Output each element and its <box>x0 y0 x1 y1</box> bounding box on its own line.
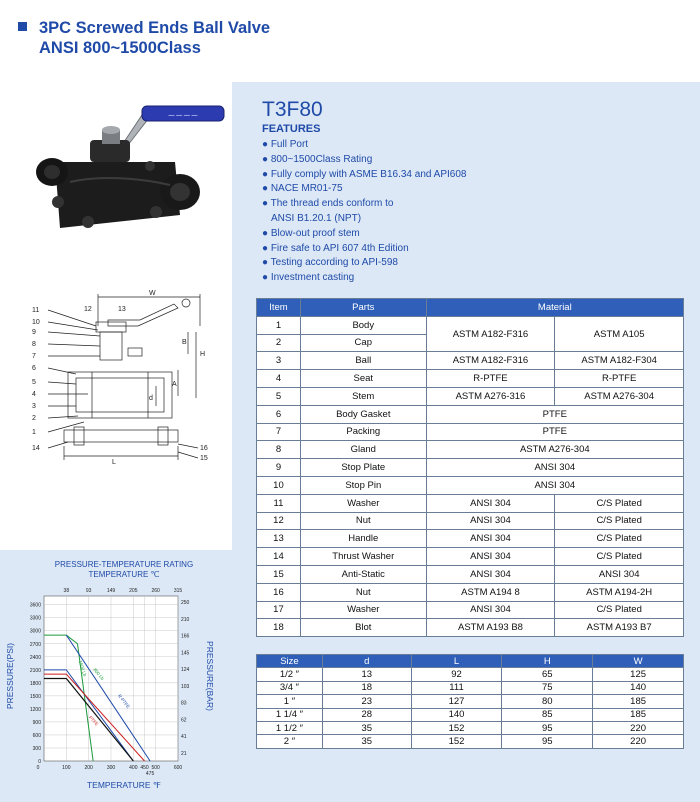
top-tick-label: 93 <box>85 588 92 594</box>
parts-item-cell: 4 <box>257 370 301 388</box>
dim-label-a: A <box>172 381 177 388</box>
table-row <box>257 459 684 477</box>
table-row <box>257 423 684 441</box>
parts-name-cell: Blot <box>300 619 426 637</box>
y-tick-label: 3300 <box>29 615 41 622</box>
drawing-label: 9 <box>32 329 36 336</box>
parts-material-cell: PTFE <box>426 405 683 423</box>
feature-item: ● Fully comply with ASME B16.34 and API608 <box>262 168 467 180</box>
parts-material-cell: ASTM A276-304 <box>555 387 684 405</box>
chart-series-label: R-PTFE <box>116 693 131 710</box>
parts-name-cell: Ball <box>300 352 426 370</box>
top-tick-label: 315 <box>173 588 183 594</box>
parts-material-cell: ASTM A276-304 <box>426 441 683 459</box>
y2-tick-label: 210 <box>181 616 190 623</box>
dims-cell: 80 <box>502 695 593 708</box>
y-tick-label: 2400 <box>29 654 41 661</box>
x-tick-label: 450 <box>140 765 149 771</box>
drawing-label: 11 <box>32 307 40 314</box>
y-tick-label: 1200 <box>29 706 41 713</box>
x-tick-label: 500 <box>151 765 160 771</box>
y2-tick-label: 83 <box>181 700 187 707</box>
parts-material-cell: ANSI 304 <box>426 548 555 566</box>
dims-cell: 185 <box>593 708 684 721</box>
drawing-label: 6 <box>32 365 36 372</box>
feature-item: ANSI B1.20.1 (NPT) <box>271 212 362 224</box>
dims-cell: 65 <box>502 668 593 681</box>
header-line-2: ANSI 800~1500Class <box>39 39 201 57</box>
table-row <box>257 441 684 459</box>
parts-table <box>256 298 684 637</box>
feature-item: ● Testing according to API-598 <box>262 257 398 269</box>
parts-name-cell: Nut <box>300 583 426 601</box>
dim-label-w: W <box>149 290 156 297</box>
table-row <box>257 512 684 530</box>
y-tick-label: 600 <box>32 732 41 739</box>
drawing-label: 2 <box>32 415 36 422</box>
parts-header-item: Item <box>257 299 301 317</box>
table-row <box>257 405 684 423</box>
table-row <box>257 583 684 601</box>
parts-item-cell: 14 <box>257 548 301 566</box>
table-row <box>257 681 684 694</box>
parts-name-cell: Body <box>300 316 426 334</box>
page-header <box>18 18 270 58</box>
x-tick-label: 100 <box>62 765 71 771</box>
dims-cell: 28 <box>322 708 411 721</box>
dims-cell: 2 ″ <box>257 735 323 748</box>
dims-cell: 35 <box>322 721 411 734</box>
x-tick-label: 475 <box>145 771 155 777</box>
feature-item: ● Blow-out proof stem <box>262 227 360 239</box>
parts-name-cell: Seat <box>300 370 426 388</box>
valve-handle-icon <box>120 106 224 148</box>
table-row <box>257 548 684 566</box>
drawing-label: 10 <box>32 319 40 326</box>
parts-material-cell: ASTM A182-F304 <box>555 352 684 370</box>
table-row <box>257 668 684 681</box>
parts-material-cell: C/S Plated <box>555 512 684 530</box>
square-bullet-icon <box>18 22 27 31</box>
table-row <box>257 370 684 388</box>
parts-item-cell: 6 <box>257 405 301 423</box>
parts-item-cell: 17 <box>257 601 301 619</box>
table-row <box>257 601 684 619</box>
header-line-1 <box>18 18 270 38</box>
parts-material-cell: ASTM A193 B7 <box>555 619 684 637</box>
parts-item-cell: 15 <box>257 565 301 583</box>
y2-tick-label: 41 <box>181 734 187 741</box>
parts-material-cell: ANSI 304 <box>426 459 683 477</box>
y2-tick-label: 21 <box>181 751 187 757</box>
parts-material-cell: ASTM A276-316 <box>426 387 555 405</box>
dim-label-d: d <box>149 395 153 402</box>
parts-material-cell: ASTM A193 B8 <box>426 619 555 637</box>
parts-item-cell: 5 <box>257 387 301 405</box>
table-row <box>257 695 684 708</box>
parts-material-cell: R-PTFE <box>426 370 555 388</box>
parts-name-cell: Stop Pin <box>300 476 426 494</box>
y-tick-label: 1500 <box>29 693 41 700</box>
y-tick-label: 0 <box>38 759 41 765</box>
top-tick-label: 205 <box>129 588 138 594</box>
features-title: FEATURES <box>262 123 321 135</box>
parts-name-cell: Washer <box>300 494 426 512</box>
table-row <box>257 721 684 734</box>
parts-material-cell: ANSI 304 <box>426 565 555 583</box>
dims-cell: 13 <box>322 668 411 681</box>
chart-y2-label: PRESSURE(BAR) <box>205 641 215 711</box>
drawing-label: 4 <box>32 391 36 398</box>
table-row <box>257 352 684 370</box>
dims-cell: 75 <box>502 681 593 694</box>
parts-material-cell: PTFE <box>426 423 683 441</box>
y2-tick-label: 62 <box>181 717 187 724</box>
y-tick-label: 300 <box>32 745 41 752</box>
dims-cell: 125 <box>593 668 684 681</box>
y2-tick-label: 103 <box>181 683 190 690</box>
parts-material-cell: ASTM A182-F316 <box>426 352 555 370</box>
parts-header-parts: Parts <box>300 299 426 317</box>
feature-item: ● Full Port <box>262 139 309 150</box>
parts-header-row <box>257 299 684 317</box>
dims-cell: 95 <box>502 721 593 734</box>
y-tick-label: 3000 <box>29 628 41 635</box>
dims-header-size: Size <box>257 655 323 668</box>
dims-header-h: H <box>502 655 593 668</box>
dims-header-row <box>257 655 684 668</box>
table-row <box>257 619 684 637</box>
x-tick-label: 400 <box>129 765 138 771</box>
valve-drawing <box>28 286 230 468</box>
feature-item: ● The thread ends conform to <box>262 198 394 210</box>
y-tick-label: 3600 <box>29 602 41 609</box>
x-tick-label: 300 <box>106 765 116 771</box>
parts-material-cell: ASTM A194 8 <box>426 583 555 601</box>
chart-title: PRESSURE-TEMPERATURE RATING <box>54 560 194 569</box>
chart-series-label: 1500 Lb <box>77 659 88 677</box>
y-tick-label: 900 <box>32 719 41 726</box>
table-row <box>257 387 684 405</box>
x-tick-label: 600 <box>173 765 183 771</box>
dims-cell: 140 <box>411 708 502 721</box>
table-row <box>257 316 684 334</box>
y2-tick-label: 166 <box>181 633 190 640</box>
dims-cell: 23 <box>322 695 411 708</box>
dims-cell: 18 <box>322 681 411 694</box>
parts-material-cell: C/S Plated <box>555 548 684 566</box>
parts-material-cell: ANSI 304 <box>426 512 555 530</box>
top-tick-label: 149 <box>106 588 116 594</box>
parts-material-cell: C/S Plated <box>555 494 684 512</box>
dims-cell: 152 <box>411 721 502 734</box>
dims-cell: 92 <box>411 668 502 681</box>
parts-name-cell: Stem <box>300 387 426 405</box>
parts-item-cell: 7 <box>257 423 301 441</box>
dims-cell: 111 <box>411 681 502 694</box>
drawing-label: 14 <box>32 445 40 452</box>
dimensions-table <box>256 654 684 749</box>
valve-photo <box>30 100 230 270</box>
parts-material-cell: C/S Plated <box>555 530 684 548</box>
drawing-label: 5 <box>32 379 36 386</box>
parts-name-cell: Packing <box>300 423 426 441</box>
dims-cell: 152 <box>411 735 502 748</box>
drawing-label: 3 <box>32 403 36 410</box>
y2-tick-label: 145 <box>181 650 190 657</box>
drawing-label: 8 <box>32 341 36 348</box>
parts-item-cell: 12 <box>257 512 301 530</box>
parts-item-cell: 10 <box>257 476 301 494</box>
product-model: T3F80 <box>262 98 323 121</box>
dims-cell: 127 <box>411 695 502 708</box>
parts-name-cell: Gland <box>300 441 426 459</box>
y2-tick-label: 124 <box>181 667 190 674</box>
dims-cell: 3/4 ″ <box>257 681 323 694</box>
chart-x-label: TEMPERATURE ℉ <box>86 780 162 790</box>
dims-cell: 35 <box>322 735 411 748</box>
drawing-label: 15 <box>200 455 208 462</box>
table-row <box>257 735 684 748</box>
parts-name-cell: Washer <box>300 601 426 619</box>
valve-body-icon <box>36 126 200 228</box>
parts-item-cell: 1 <box>257 316 301 334</box>
parts-material-cell: ANSI 304 <box>555 565 684 583</box>
chart-y-label: PRESSURE(PSI) <box>5 642 15 710</box>
parts-name-cell: Cap <box>300 334 426 352</box>
header-title: 3PC Screwed Ends Ball Valve <box>39 19 271 37</box>
parts-header-material: Material <box>426 299 683 317</box>
parts-material-cell: C/S Plated <box>555 601 684 619</box>
dims-cell: 85 <box>502 708 593 721</box>
dims-cell: 185 <box>593 695 684 708</box>
dims-cell: 140 <box>593 681 684 694</box>
parts-material-cell: R-PTFE <box>555 370 684 388</box>
top-tick-label: 260 <box>151 588 160 594</box>
chart-series-label: 800 Lb <box>92 667 106 682</box>
drawing-label: 13 <box>118 306 126 313</box>
chart-subtitle: TEMPERATURE ℃ <box>88 570 160 579</box>
parts-item-cell: 8 <box>257 441 301 459</box>
dim-label-h: H <box>200 351 206 358</box>
y-tick-label: 2700 <box>29 641 41 648</box>
parts-item-cell: 13 <box>257 530 301 548</box>
drawing-label: 16 <box>200 445 208 452</box>
drawing-label: 1 <box>32 429 36 436</box>
parts-material-cell: ANSI 304 <box>426 494 555 512</box>
dims-cell: 1/2 ″ <box>257 668 323 681</box>
parts-material-cell: ASTM A105 <box>555 316 684 352</box>
parts-item-cell: 11 <box>257 494 301 512</box>
table-row <box>257 530 684 548</box>
parts-item-cell: 18 <box>257 619 301 637</box>
features-list <box>262 138 466 286</box>
parts-material-cell: ASTM A182-F316 <box>426 316 555 352</box>
x-tick-label: 200 <box>84 765 93 771</box>
parts-material-cell: ASTM A194-2H <box>555 583 684 601</box>
parts-material-cell: ANSI 304 <box>426 476 683 494</box>
parts-item-cell: 9 <box>257 459 301 477</box>
parts-name-cell: Nut <box>300 512 426 530</box>
table-row <box>257 708 684 721</box>
svg-text:— — — —: — — — — <box>168 113 198 119</box>
dims-header-w: W <box>593 655 684 668</box>
parts-name-cell: Thrust Washer <box>300 548 426 566</box>
parts-item-cell: 16 <box>257 583 301 601</box>
parts-item-cell: 2 <box>257 334 301 352</box>
chart-series-label: PTFE <box>87 714 100 727</box>
drawing-label: 7 <box>32 353 36 360</box>
y-tick-label: 2100 <box>29 667 41 674</box>
y2-tick-label: 250 <box>181 600 190 606</box>
dims-cell: 220 <box>593 721 684 734</box>
parts-material-cell: ANSI 304 <box>426 530 555 548</box>
drawing-outline <box>48 294 200 460</box>
parts-name-cell: Body Gasket <box>300 405 426 423</box>
feature-item: ● 800~1500Class Rating <box>262 153 373 165</box>
feature-item: ● NACE MR01-75 <box>262 183 343 195</box>
feature-item: ● Fire safe to API 607 4th Edition <box>262 242 409 254</box>
x-tick-label: 0 <box>36 765 40 771</box>
dims-cell: 1 1/4 ″ <box>257 708 323 721</box>
parts-name-cell: Stop Plate <box>300 459 426 477</box>
dims-cell: 220 <box>593 735 684 748</box>
dim-label-l: L <box>112 459 116 466</box>
dims-cell: 1 1/2 ″ <box>257 721 323 734</box>
drawing-label: 12 <box>84 306 92 313</box>
pressure-temperature-chart <box>0 556 232 802</box>
parts-material-cell: ANSI 304 <box>426 601 555 619</box>
dims-header-l: L <box>411 655 502 668</box>
parts-item-cell: 3 <box>257 352 301 370</box>
parts-name-cell: Anti-Static <box>300 565 426 583</box>
table-row <box>257 565 684 583</box>
dim-label-b: B <box>182 339 187 346</box>
table-row <box>257 494 684 512</box>
dims-header-d: d <box>322 655 411 668</box>
table-row <box>257 476 684 494</box>
y-tick-label: 1800 <box>29 680 41 687</box>
feature-item: ● Investment casting <box>262 272 355 284</box>
dims-cell: 1 ″ <box>257 695 323 708</box>
parts-name-cell: Handle <box>300 530 426 548</box>
dims-cell: 95 <box>502 735 593 748</box>
top-tick-label: 38 <box>63 588 70 594</box>
